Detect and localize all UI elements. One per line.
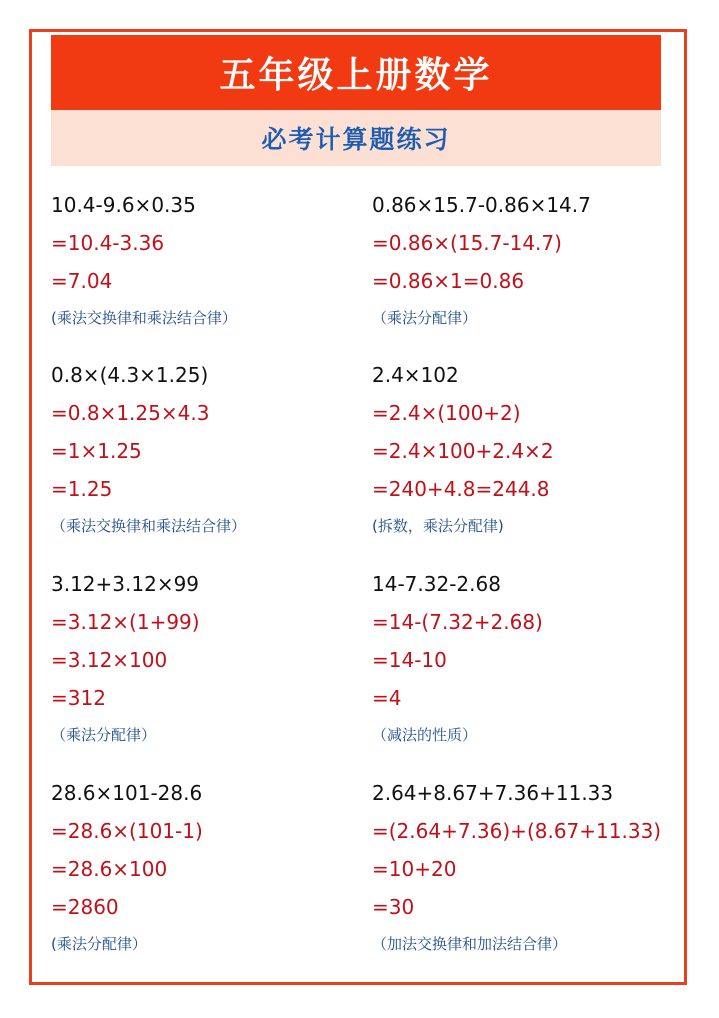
problem-step: =0.86×(15.7-14.7) [372, 231, 562, 255]
problem-note: （乘法分配律） [372, 309, 478, 327]
problem-step: =14-(7.32+2.68) [372, 610, 543, 634]
problem-question: 2.64+8.67+7.36+11.33 [372, 781, 614, 805]
problem-8 [372, 774, 682, 962]
problem-question: 14-7.32-2.68 [372, 572, 501, 596]
problem-step: =0.86×1=0.86 [372, 269, 525, 293]
problem-step: =10.4-3.36 [51, 231, 165, 255]
problem-step: =30 [372, 895, 415, 919]
problem-1 [51, 186, 361, 336]
problem-step: =4 [372, 686, 402, 710]
problem-step: =2.4×100+2.4×2 [372, 439, 554, 463]
problem-question: 0.8×(4.3×1.25) [51, 363, 209, 387]
problem-step: =7.04 [51, 269, 113, 293]
page-subtitle: 必考计算题练习 [51, 110, 661, 166]
problem-step: =28.6×100 [51, 857, 168, 881]
problem-note: （乘法分配律） [51, 726, 157, 744]
problem-note: (乘法交换律和乘法结合律） [51, 309, 237, 327]
problem-step: =(2.64+7.36)+(8.67+11.33) [372, 819, 662, 843]
problem-step: =2.4×(100+2) [372, 401, 521, 425]
problem-note: (乘法分配律） [51, 935, 147, 953]
problem-step: =0.8×1.25×4.3 [51, 401, 210, 425]
problem-4 [372, 356, 682, 544]
problem-step: =240+4.8=244.8 [372, 477, 550, 501]
problem-step: =1.25 [51, 477, 113, 501]
problem-7 [51, 774, 361, 962]
problem-3 [51, 356, 361, 544]
page-title: 五年级上册数学 [51, 35, 661, 110]
problem-step: =28.6×(101-1) [51, 819, 203, 843]
problem-6 [372, 565, 682, 753]
problem-step: =14-10 [372, 648, 447, 672]
problem-5 [51, 565, 361, 753]
problem-step: =3.12×(1+99) [51, 610, 200, 634]
problem-question: 28.6×101-28.6 [51, 781, 203, 805]
problem-step: =2860 [51, 895, 119, 919]
problem-2 [372, 186, 682, 336]
problem-step: =10+20 [372, 857, 457, 881]
problem-question: 2.4×102 [372, 363, 459, 387]
problem-step: =312 [51, 686, 106, 710]
problem-step: =1×1.25 [51, 439, 142, 463]
problem-note: （减法的性质） [372, 726, 478, 744]
problem-question: 3.12+3.12×99 [51, 572, 200, 596]
problem-question: 10.4-9.6×0.35 [51, 193, 196, 217]
problem-step: =3.12×100 [51, 648, 168, 672]
problem-note: （乘法交换律和乘法结合律） [51, 517, 247, 535]
problem-question: 0.86×15.7-0.86×14.7 [372, 193, 591, 217]
problem-note: (拆数，乘法分配律) [372, 517, 504, 535]
problem-note: （加法交换律和加法结合律） [372, 935, 568, 953]
